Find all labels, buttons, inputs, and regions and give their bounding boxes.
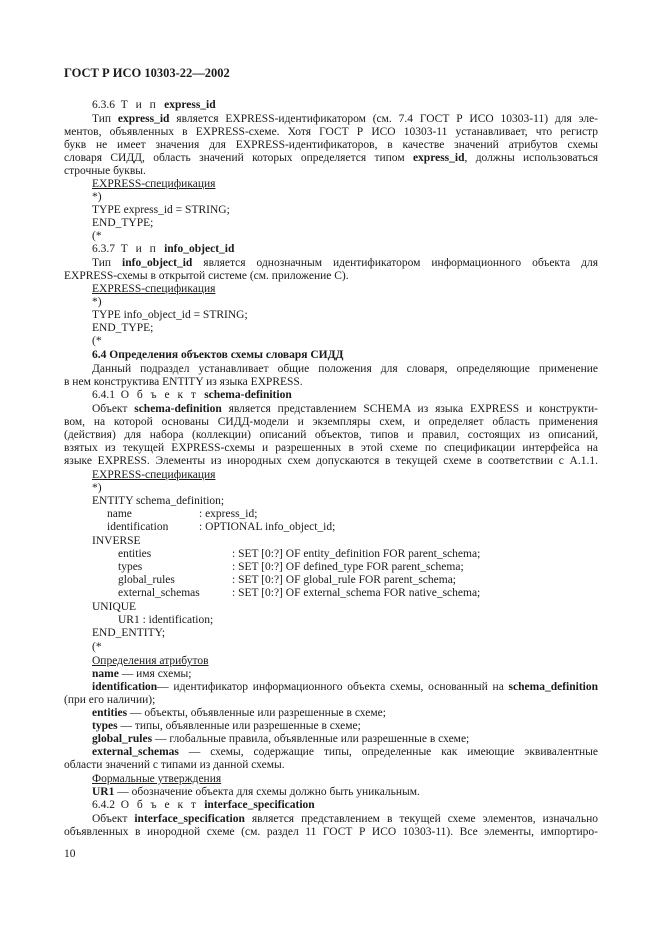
section-heading-6-4-2: 6.4.2 О б ъ е к т interface_specification [92,799,315,811]
page-number: 10 [64,848,76,860]
paragraph-line: Объект interface_specification является представлением в текущей схеме элементов, изначально [92,813,598,825]
formal-statements-label: Формальные утверждения [92,773,222,785]
paragraph-line: взятых из текущей EXPRESS-схемы и разрешенных в этой схеме по спецификации интерфейса на [64,442,598,454]
code-line: (* [92,230,102,242]
paragraph-line: языке EXPRESS. Элементы из инородных схем допускаются в текущей схеме в соответствии с А.1.1. [64,455,598,467]
document-header: ГОСТ Р ИСО 10303-22—2002 [64,66,230,80]
paragraph-line: строчные буквы. [64,165,146,177]
express-spec-label: EXPRESS-спецификация [92,469,216,481]
attribute-definitions-label: Определения атрибутов [92,655,209,667]
express-spec-label: EXPRESS-спецификация [92,178,216,190]
code-line: TYPE info_object_id = STRING; [92,309,248,321]
code-attr-type: : SET [0:?] OF global_rule FOR parent_schema; [232,574,456,586]
code-line: END_TYPE; [92,322,154,334]
section-heading-6-4-1: 6.4.1 О б ъ е к т schema-definition [92,389,292,401]
code-line: END_TYPE; [92,217,154,229]
code-attr-name: types [118,561,143,573]
code-attr-name: name [107,508,132,520]
code-attr-name: entities [118,548,152,560]
code-line: (* [92,641,102,653]
code-attr-type: : express_id; [199,508,258,520]
definition-line: name — имя схемы; [92,668,192,680]
code-keyword: INVERSE [92,535,141,547]
code-attr-type: : SET [0:?] OF entity_definition FOR parent_schema; [232,548,481,560]
definition-line: external_schemas — схемы, содержащие типы, определенные как имеющие эквивалентные [92,746,598,758]
paragraph-line: вом, на которой основаны СИДД-модели и экземпляры схем, и определяет область применения [64,416,598,428]
code-line: TYPE express_id = STRING; [92,204,230,216]
paragraph-line: Тип express_id является EXPRESS-идентификатором (см. 7.4 ГОСТ Р ИСО 10303-11) для эле- [92,113,599,125]
definition-line: области значений с типами из данной схемы. [64,759,285,771]
code-attr-name: identification [107,521,169,533]
paragraph-line: в нем конструктива ENTITY из языка EXPRESS. [64,376,303,388]
code-attr-name: external_schemas [118,587,200,599]
section-heading-6-3-6: 6.3.6 Т и п express_id [92,99,216,111]
code-attr-name: global_rules [118,574,175,586]
paragraph-line: Данный подраздел устанавливает общие положения для словаря, определяющие применение [92,363,598,375]
code-keyword: UNIQUE [92,601,137,613]
paragraph-line: Объект schema-definition является представлением SCHEMA из языка EXPRESS и конструкти- [92,403,598,415]
code-line: (* [92,335,102,347]
definition-line: entities — объекты, объявленные или разрешенные в схеме; [92,707,386,719]
paragraph-line: Тип info_object_id является однозначным идентификатором информационного объекта для [92,257,598,269]
code-line: *) [92,482,102,494]
definition-line: global_rules — глобальные правила, объявленные или разрешенные в схеме; [92,733,470,745]
definition-line: UR1 — обозначение объекта для схемы должно быть уникальным. [92,786,420,798]
code-line: END_ENTITY; [92,627,166,639]
code-attr-type: : SET [0:?] OF external_schema FOR native_schema; [232,587,481,599]
code-attr-type: : OPTIONAL info_object_id; [199,521,336,533]
paragraph-line: ментов, объявленных в EXPRESS-схеме. Хотя ГОСТ Р ИСО 10303-11 устанавливает, что регистр [64,126,598,138]
code-line: ENTITY schema_definition; [92,495,225,507]
paragraph-line: объявленных в инородной схеме (см. раздел 11 ГОСТ Р ИСО 10303-11). Все элементы, импортиро- [64,826,598,838]
paragraph-line: букв не имеет значения для EXPRESS-идентификаторов, в качестве значений атрибутов схемы [64,139,598,151]
section-heading-6-4: 6.4 Определения объектов схемы словаря СИДД [92,349,344,361]
definition-line: types — типы, объявленные или разрешенные в схеме; [92,720,361,732]
paragraph-line: EXPRESS-схемы в открытой системе (см. приложение С). [64,270,349,282]
definition-line: (при его наличии); [64,694,156,706]
express-spec-label: EXPRESS-спецификация [92,283,216,295]
code-line: *) [92,296,102,308]
code-line: UR1 : identification; [118,614,214,626]
paragraph-line: (действия) для набора (коллекции) описаний объектов, типов и правил, состоящих из описаний, [64,429,598,441]
definition-line: identification— идентификатор информационного объекта схемы, основанный на schema_definition [92,681,598,693]
section-heading-6-3-7: 6.3.7 Т и п info_object_id [92,243,235,255]
paragraph-line: словаря СИДД, область значений которых определяется типом express_id, должны использоваться [64,152,598,164]
code-line: *) [92,191,102,203]
code-attr-type: : SET [0:?] OF defined_type FOR parent_schema; [232,561,464,573]
